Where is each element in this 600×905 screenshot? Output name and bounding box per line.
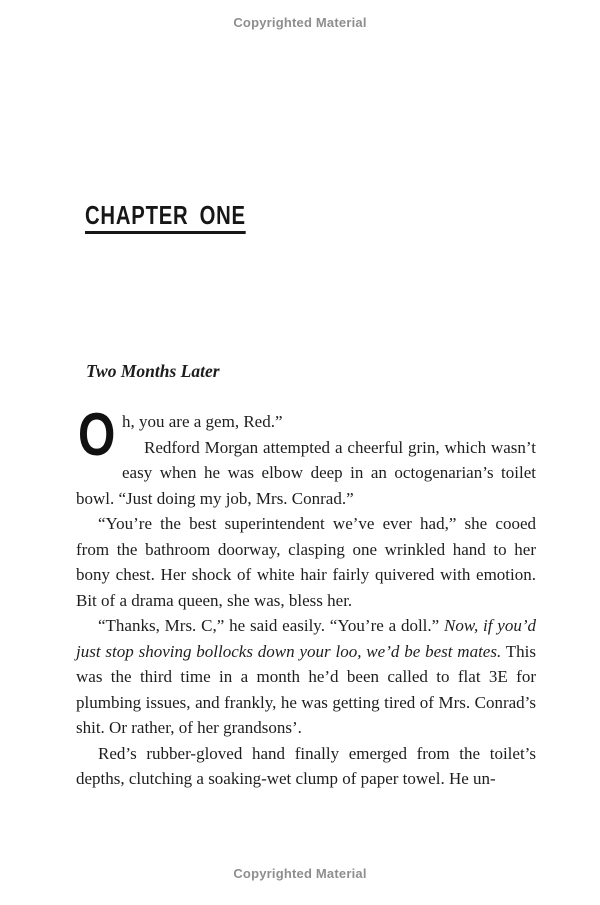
paragraph: Redford Morgan attempted a cheerful grin, which wasn’t easy when he was elbow deep in an octogenarian’s toilet bowl. “Just doing my job, Mrs. Conrad.” bbox=[76, 437, 536, 508]
inner-monologue-italic: Now, if you’d just stop shoving bollocks down your loo, we’d be best mates. bbox=[76, 616, 536, 661]
paragraph: Red’s rubber-gloved hand finally emerged from the toilet’s depths, clutching a soaking-wet clump of paper towel. He un- bbox=[76, 743, 536, 788]
paragraph: h, you are a gem, Red.” bbox=[122, 412, 283, 431]
body-text bbox=[76, 401, 536, 792]
paragraph bbox=[76, 613, 536, 741]
scene-marker: Two Months Later bbox=[86, 361, 220, 381]
drop-cap: O bbox=[78, 401, 116, 468]
copyright-bottom-label: Copyrighted Material bbox=[233, 866, 367, 881]
paragraph-text: This was the third time in a month he’d been called to flat 3E for plumbing issues, and frankly, he was getting tired of Mrs. Conrad’s shit. Or rather, of her grandsons’. bbox=[76, 641, 536, 737]
chapter-heading: CHAPTER ONE bbox=[85, 203, 246, 234]
copyright-top-label: Copyrighted Material bbox=[233, 15, 367, 30]
opening-paragraph-group bbox=[76, 401, 536, 511]
paragraph: “You’re the best superintendent we’ve ever had,” she cooed from the bathroom doorway, clasping one wrinkled hand to her bony chest. Her shock of white hair fairly quivered with emotion. Bit of a drama queen, she was, bless her. bbox=[76, 514, 536, 610]
paragraph-text: “Thanks, Mrs. C,” he said easily. “You’re a doll.” bbox=[98, 616, 445, 635]
